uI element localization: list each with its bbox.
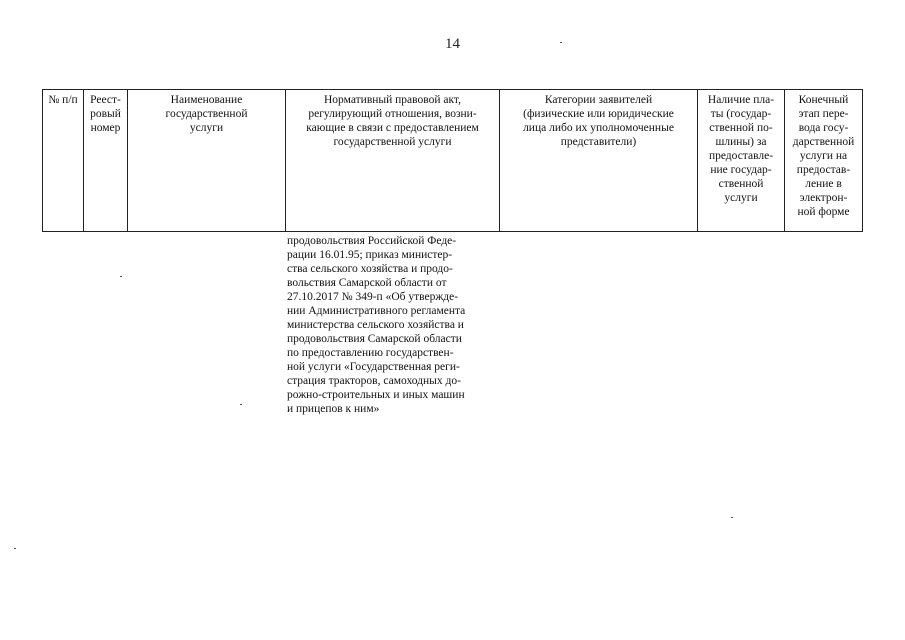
header-legal-act [286,90,500,232]
header-label: Конечный этап пере- вода госу- дарственной услуги на предостав- ление в электрон- ной форме [792,94,855,218]
table-header-row [43,90,863,232]
header-applicant-categories [500,90,698,232]
header-label: № п/п [48,94,78,106]
scan-speck [14,548,16,549]
header-label: Реест- ровый номер [90,94,121,134]
header-service-name [128,90,286,232]
scan-speck [120,276,122,277]
scan-speck [240,404,242,405]
header-registry-number [84,90,128,232]
header-label: Категории заявителей (физические или юридические лица либо их уполномоченные представители) [523,94,674,148]
header-fee [698,90,785,232]
services-register-table [42,89,863,232]
scan-speck [731,517,733,518]
scan-speck [560,42,562,43]
header-label: Нормативный правовой акт, регулирующий отношения, возни- кающие в связи с предоставлением государственной услуги [306,94,479,148]
header-row-number [43,90,84,232]
legal-act-continuation-text: продовольствия Российской Феде- рации 16.01.95; приказ министер- ства сельского хозяйства и продо- вольствия Самарской области от 27.10.2017 № 349-п «Об утвержде- нии Административного регламента министерства сельского хозяйства и продовольствия Самарской области по предоставлению государствен- ной услуги «Государственная реги- страция тракторов, самоходных до- рожно-строительных и иных машин и прицепов к ним» [287,235,466,415]
header-electronic-stage [785,90,863,232]
page-number: 14 [445,36,460,52]
header-label: Наименование государственной услуги [165,94,248,134]
header-label: Наличие пла- ты (государ- ственной по- шлины) за предоставле- ние государ- ственной услуги [707,94,775,204]
